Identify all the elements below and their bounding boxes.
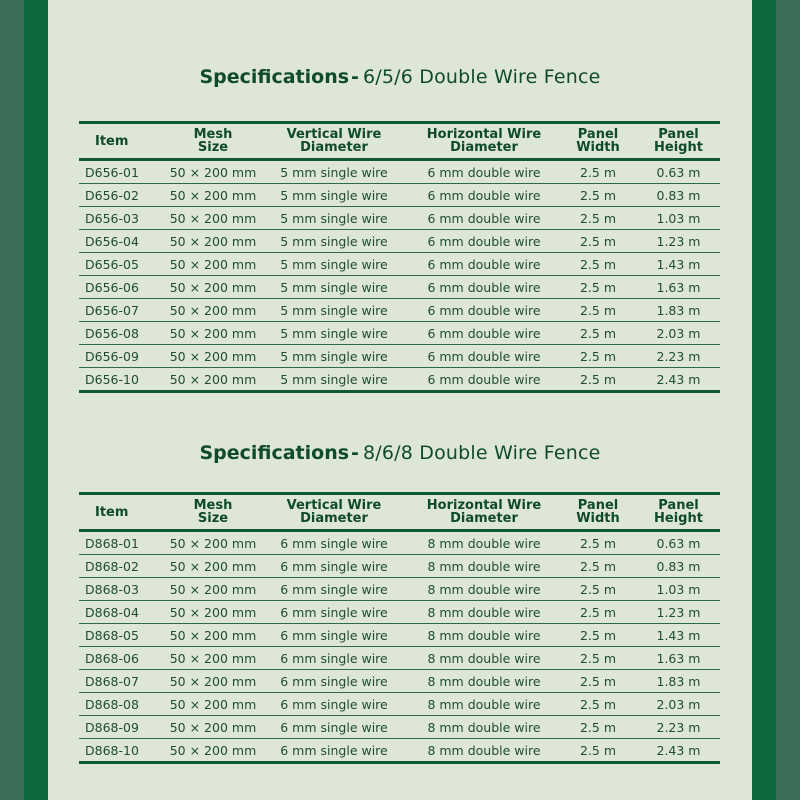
cell-panel-height: 2.43 m — [637, 368, 720, 392]
spec-table-868 — [79, 492, 720, 764]
cell-mesh-size: 50 × 200 mm — [167, 693, 259, 716]
header-line: Horizontal Wire — [426, 127, 542, 142]
cell-horizontal-wire-diameter: 6 mm double wire — [409, 368, 559, 392]
table-row — [79, 322, 720, 345]
cell-item: D656-06 — [79, 276, 167, 299]
cell-item: D868-04 — [79, 601, 167, 624]
cell-panel-height: 1.03 m — [637, 578, 720, 601]
cell-horizontal-wire-diameter: 6 mm double wire — [409, 345, 559, 368]
cell-vertical-wire-diameter: 6 mm single wire — [259, 739, 409, 763]
cell-item: D868-07 — [79, 670, 167, 693]
cell-panel-width: 2.5 m — [559, 578, 637, 601]
table-row — [79, 624, 720, 647]
table-row — [79, 276, 720, 299]
header-line: Panel — [658, 498, 699, 513]
cell-vertical-wire-diameter: 6 mm single wire — [259, 693, 409, 716]
cell-item: D656-05 — [79, 253, 167, 276]
cell-horizontal-wire-diameter: 8 mm double wire — [409, 739, 559, 763]
cell-item: D656-01 — [79, 160, 167, 184]
cell-mesh-size: 50 × 200 mm — [167, 578, 259, 601]
column-header-panel-height — [637, 494, 720, 531]
header-line: Mesh — [193, 498, 233, 513]
cell-mesh-size: 50 × 200 mm — [167, 160, 259, 184]
cell-horizontal-wire-diameter: 6 mm double wire — [409, 184, 559, 207]
cell-item: D656-10 — [79, 368, 167, 392]
cell-item: D868-06 — [79, 647, 167, 670]
column-header-mesh-size — [167, 123, 259, 160]
cell-horizontal-wire-diameter: 8 mm double wire — [409, 647, 559, 670]
header-line: Diameter — [300, 140, 368, 155]
cell-panel-height: 0.63 m — [637, 160, 720, 184]
cell-mesh-size: 50 × 200 mm — [167, 555, 259, 578]
cell-panel-width: 2.5 m — [559, 184, 637, 207]
cell-horizontal-wire-diameter: 6 mm double wire — [409, 253, 559, 276]
table-row — [79, 299, 720, 322]
cell-horizontal-wire-diameter: 8 mm double wire — [409, 601, 559, 624]
cell-panel-width: 2.5 m — [559, 368, 637, 392]
cell-item: D868-02 — [79, 555, 167, 578]
cell-panel-height: 1.23 m — [637, 230, 720, 253]
cell-panel-width: 2.5 m — [559, 345, 637, 368]
cell-vertical-wire-diameter: 5 mm single wire — [259, 299, 409, 322]
spec-title-656 — [48, 66, 752, 88]
cell-vertical-wire-diameter: 5 mm single wire — [259, 276, 409, 299]
header-line: Width — [576, 140, 620, 155]
cell-panel-width: 2.5 m — [559, 555, 637, 578]
inner-band-right — [752, 0, 776, 800]
cell-panel-height: 2.03 m — [637, 322, 720, 345]
cell-item: D868-03 — [79, 578, 167, 601]
cell-panel-height: 1.43 m — [637, 253, 720, 276]
cell-vertical-wire-diameter: 6 mm single wire — [259, 716, 409, 739]
cell-panel-width: 2.5 m — [559, 160, 637, 184]
spec-title-868 — [48, 442, 752, 464]
cell-item: D656-04 — [79, 230, 167, 253]
cell-vertical-wire-diameter: 6 mm single wire — [259, 578, 409, 601]
header-line: Item — [95, 133, 129, 149]
cell-mesh-size: 50 × 200 mm — [167, 739, 259, 763]
header-line: Height — [654, 511, 703, 526]
table-row — [79, 693, 720, 716]
cell-mesh-size: 50 × 200 mm — [167, 368, 259, 392]
cell-item: D656-09 — [79, 345, 167, 368]
table-row — [79, 531, 720, 555]
cell-mesh-size: 50 × 200 mm — [167, 276, 259, 299]
cell-mesh-size: 50 × 200 mm — [167, 207, 259, 230]
header-line: Width — [576, 511, 620, 526]
column-header-vertical-wire-diameter — [259, 123, 409, 160]
header-line: Size — [197, 140, 229, 155]
spec-table-656 — [79, 121, 720, 393]
column-header-horizontal-wire-diameter — [409, 494, 559, 531]
table-row — [79, 160, 720, 184]
column-header-item — [79, 494, 167, 531]
cell-panel-width: 2.5 m — [559, 276, 637, 299]
cell-panel-height: 2.03 m — [637, 693, 720, 716]
cell-vertical-wire-diameter: 5 mm single wire — [259, 345, 409, 368]
spec-title-lead: Specifications — [199, 442, 350, 464]
cell-panel-height: 0.83 m — [637, 555, 720, 578]
table-row — [79, 555, 720, 578]
cell-horizontal-wire-diameter: 8 mm double wire — [409, 670, 559, 693]
cell-item: D656-07 — [79, 299, 167, 322]
table-row — [79, 601, 720, 624]
cell-panel-width: 2.5 m — [559, 207, 637, 230]
column-header-panel-width — [559, 123, 637, 160]
cell-mesh-size: 50 × 200 mm — [167, 299, 259, 322]
cell-vertical-wire-diameter: 6 mm single wire — [259, 531, 409, 555]
cell-item: D868-10 — [79, 739, 167, 763]
table-row — [79, 647, 720, 670]
cell-mesh-size: 50 × 200 mm — [167, 624, 259, 647]
cell-item: D868-01 — [79, 531, 167, 555]
outer-band-left — [0, 0, 24, 800]
cell-panel-height: 0.63 m — [637, 531, 720, 555]
cell-mesh-size: 50 × 200 mm — [167, 230, 259, 253]
table-row — [79, 670, 720, 693]
table-row — [79, 739, 720, 763]
cell-panel-height: 2.23 m — [637, 716, 720, 739]
cell-vertical-wire-diameter: 6 mm single wire — [259, 624, 409, 647]
cell-panel-width: 2.5 m — [559, 670, 637, 693]
cell-panel-height: 1.63 m — [637, 276, 720, 299]
cell-horizontal-wire-diameter: 8 mm double wire — [409, 555, 559, 578]
cell-item: D656-08 — [79, 322, 167, 345]
cell-panel-height: 1.23 m — [637, 601, 720, 624]
cell-horizontal-wire-diameter: 8 mm double wire — [409, 578, 559, 601]
cell-item: D868-05 — [79, 624, 167, 647]
cell-panel-height: 1.83 m — [637, 299, 720, 322]
cell-horizontal-wire-diameter: 6 mm double wire — [409, 299, 559, 322]
header-line: Panel — [577, 127, 619, 142]
cell-mesh-size: 50 × 200 mm — [167, 670, 259, 693]
header-line: Item — [95, 504, 129, 520]
cell-mesh-size: 50 × 200 mm — [167, 184, 259, 207]
cell-vertical-wire-diameter: 6 mm single wire — [259, 670, 409, 693]
cell-panel-width: 2.5 m — [559, 624, 637, 647]
cell-panel-height: 0.83 m — [637, 184, 720, 207]
header-line: Vertical Wire — [286, 127, 382, 142]
cell-vertical-wire-diameter: 6 mm single wire — [259, 601, 409, 624]
cell-horizontal-wire-diameter: 8 mm double wire — [409, 531, 559, 555]
cell-vertical-wire-diameter: 5 mm single wire — [259, 253, 409, 276]
column-header-mesh-size — [167, 494, 259, 531]
cell-panel-width: 2.5 m — [559, 230, 637, 253]
cell-vertical-wire-diameter: 6 mm single wire — [259, 555, 409, 578]
header-line: Panel — [658, 127, 699, 142]
spec-title-model: 8/6/8 Double Wire Fence — [362, 442, 601, 464]
cell-horizontal-wire-diameter: 8 mm double wire — [409, 716, 559, 739]
cell-horizontal-wire-diameter: 6 mm double wire — [409, 276, 559, 299]
header-line: Panel — [577, 498, 619, 513]
column-header-horizontal-wire-diameter — [409, 123, 559, 160]
header-line: Vertical Wire — [286, 498, 382, 513]
cell-mesh-size: 50 × 200 mm — [167, 345, 259, 368]
cell-horizontal-wire-diameter: 6 mm double wire — [409, 322, 559, 345]
cell-panel-width: 2.5 m — [559, 601, 637, 624]
cell-item: D656-02 — [79, 184, 167, 207]
table-row — [79, 716, 720, 739]
cell-panel-width: 2.5 m — [559, 716, 637, 739]
cell-horizontal-wire-diameter: 6 mm double wire — [409, 230, 559, 253]
header-line: Height — [654, 140, 703, 155]
cell-mesh-size: 50 × 200 mm — [167, 647, 259, 670]
cell-panel-height: 1.83 m — [637, 670, 720, 693]
cell-mesh-size: 50 × 200 mm — [167, 322, 259, 345]
header-line: Horizontal Wire — [426, 498, 542, 513]
cell-horizontal-wire-diameter: 6 mm double wire — [409, 207, 559, 230]
header-line: Mesh — [193, 127, 233, 142]
cell-vertical-wire-diameter: 6 mm single wire — [259, 647, 409, 670]
header-row — [79, 123, 720, 160]
column-header-panel-width — [559, 494, 637, 531]
table-row — [79, 368, 720, 392]
cell-mesh-size: 50 × 200 mm — [167, 531, 259, 555]
cell-vertical-wire-diameter: 5 mm single wire — [259, 322, 409, 345]
cell-item: D868-09 — [79, 716, 167, 739]
cell-vertical-wire-diameter: 5 mm single wire — [259, 368, 409, 392]
table-row — [79, 207, 720, 230]
cell-vertical-wire-diameter: 5 mm single wire — [259, 230, 409, 253]
cell-mesh-size: 50 × 200 mm — [167, 601, 259, 624]
header-row — [79, 494, 720, 531]
cell-panel-width: 2.5 m — [559, 531, 637, 555]
cell-panel-width: 2.5 m — [559, 647, 637, 670]
spec-title-dash: - — [351, 66, 359, 88]
cell-horizontal-wire-diameter: 6 mm double wire — [409, 160, 559, 184]
cell-horizontal-wire-diameter: 8 mm double wire — [409, 693, 559, 716]
cell-vertical-wire-diameter: 5 mm single wire — [259, 184, 409, 207]
table-row — [79, 345, 720, 368]
inner-band-left — [24, 0, 48, 800]
cell-panel-width: 2.5 m — [559, 693, 637, 716]
spec-title-model: 6/5/6 Double Wire Fence — [362, 66, 601, 88]
header-line: Size — [197, 511, 229, 526]
column-header-panel-height — [637, 123, 720, 160]
table-row — [79, 230, 720, 253]
cell-panel-width: 2.5 m — [559, 253, 637, 276]
cell-item: D868-08 — [79, 693, 167, 716]
column-header-vertical-wire-diameter — [259, 494, 409, 531]
cell-horizontal-wire-diameter: 8 mm double wire — [409, 624, 559, 647]
cell-item: D656-03 — [79, 207, 167, 230]
cell-panel-height: 2.43 m — [637, 739, 720, 763]
spec-title-dash: - — [351, 442, 359, 464]
cell-panel-height: 1.03 m — [637, 207, 720, 230]
cell-vertical-wire-diameter: 5 mm single wire — [259, 160, 409, 184]
spec-sheet-panel — [48, 0, 752, 800]
header-line: Diameter — [450, 140, 518, 155]
cell-panel-width: 2.5 m — [559, 322, 637, 345]
cell-panel-width: 2.5 m — [559, 739, 637, 763]
spec-title-lead: Specifications — [199, 66, 350, 88]
cell-panel-height: 1.63 m — [637, 647, 720, 670]
cell-mesh-size: 50 × 200 mm — [167, 253, 259, 276]
table-row — [79, 253, 720, 276]
cell-panel-height: 2.23 m — [637, 345, 720, 368]
table-row — [79, 184, 720, 207]
column-header-item — [79, 123, 167, 160]
outer-band-right — [776, 0, 800, 800]
cell-vertical-wire-diameter: 5 mm single wire — [259, 207, 409, 230]
header-line: Diameter — [300, 511, 368, 526]
cell-panel-width: 2.5 m — [559, 299, 637, 322]
header-line: Diameter — [450, 511, 518, 526]
cell-mesh-size: 50 × 200 mm — [167, 716, 259, 739]
cell-panel-height: 1.43 m — [637, 624, 720, 647]
table-row — [79, 578, 720, 601]
